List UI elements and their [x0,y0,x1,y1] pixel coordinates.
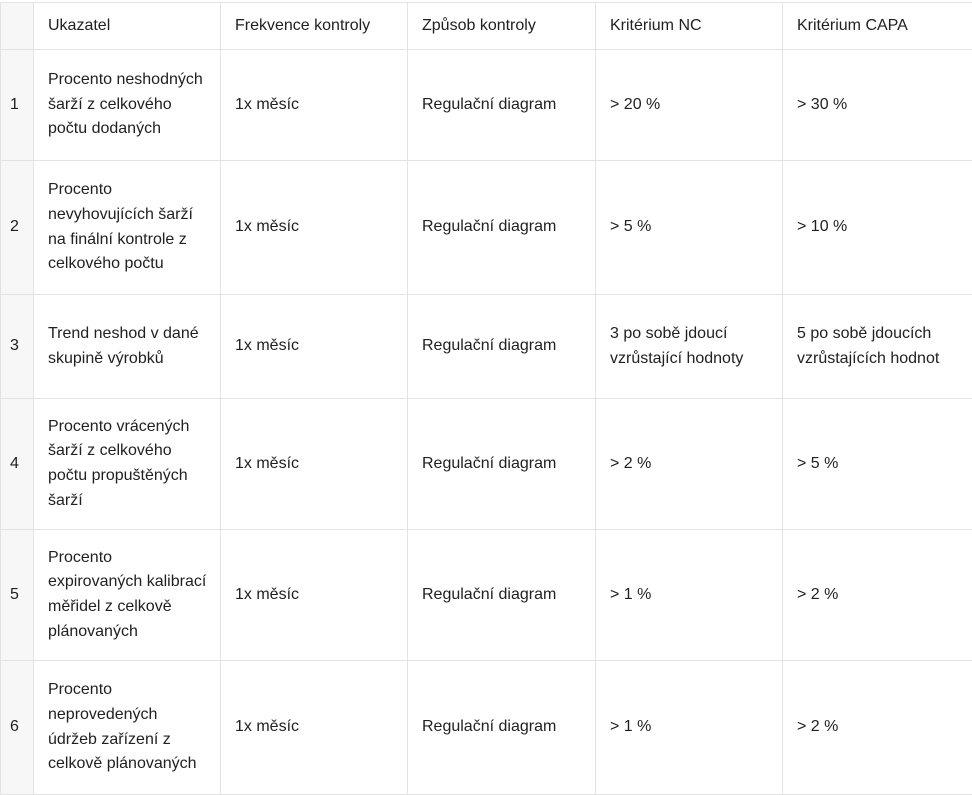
method-cell: Regulační diagram [408,295,596,399]
nc-cell: > 1 % [596,530,783,661]
capa-cell: > 10 % [783,161,972,295]
table-row [1,661,972,795]
indicator-cell: Procento nevyhovujících šarží na finální kontrole z celkového počtu [34,161,221,295]
nc-cell: > 2 % [596,399,783,530]
capa-cell: > 5 % [783,399,972,530]
method-cell: Regulační diagram [408,530,596,661]
header-nc-criterion: Kritérium NC [596,3,783,50]
frequency-cell: 1x měsíc [221,661,408,795]
row-number: 5 [1,530,34,661]
method-cell: Regulační diagram [408,50,596,161]
method-cell: Regulační diagram [408,399,596,530]
indicator-cell: Procento neshodných šarží z celkového počtu dodaných [34,50,221,161]
frequency-cell: 1x měsíc [221,399,408,530]
frequency-cell: 1x měsíc [221,530,408,661]
frequency-cell: 1x měsíc [221,50,408,161]
nc-cell: > 20 % [596,50,783,161]
header-indicator: Ukazatel [34,3,221,50]
header-frequency: Frekvence kontroly [221,3,408,50]
capa-cell: > 2 % [783,661,972,795]
row-number: 6 [1,661,34,795]
header-capa-criterion: Kritérium CAPA [783,3,972,50]
indicator-cell: Trend neshod v dané skupině výrobků [34,295,221,399]
row-number: 2 [1,161,34,295]
header-number [1,3,34,50]
table-row [1,295,972,399]
indicator-cell: Procento neprovedených údržeb zařízení z celkově plánovaných [34,661,221,795]
table-row [1,399,972,530]
nc-cell: > 5 % [596,161,783,295]
nc-cell: 3 po sobě jdoucí vzrůstající hodnoty [596,295,783,399]
table-header-row [1,3,972,50]
row-number: 1 [1,50,34,161]
nc-cell: > 1 % [596,661,783,795]
table-row [1,530,972,661]
method-cell: Regulační diagram [408,661,596,795]
frequency-cell: 1x měsíc [221,295,408,399]
frequency-cell: 1x měsíc [221,161,408,295]
header-method: Způsob kontroly [408,3,596,50]
capa-cell: 5 po sobě jdoucích vzrůstajících hodnot [783,295,972,399]
table-row [1,50,972,161]
method-cell: Regulační diagram [408,161,596,295]
indicator-cell: Procento vrácených šarží z celkového počtu propuštěných šarží [34,399,221,530]
indicator-cell: Procento expirovaných kalibrací měřidel z celkově plánovaných [34,530,221,661]
row-number: 3 [1,295,34,399]
row-number: 4 [1,399,34,530]
table-row [1,161,972,295]
kpi-table [0,2,972,795]
capa-cell: > 2 % [783,530,972,661]
capa-cell: > 30 % [783,50,972,161]
